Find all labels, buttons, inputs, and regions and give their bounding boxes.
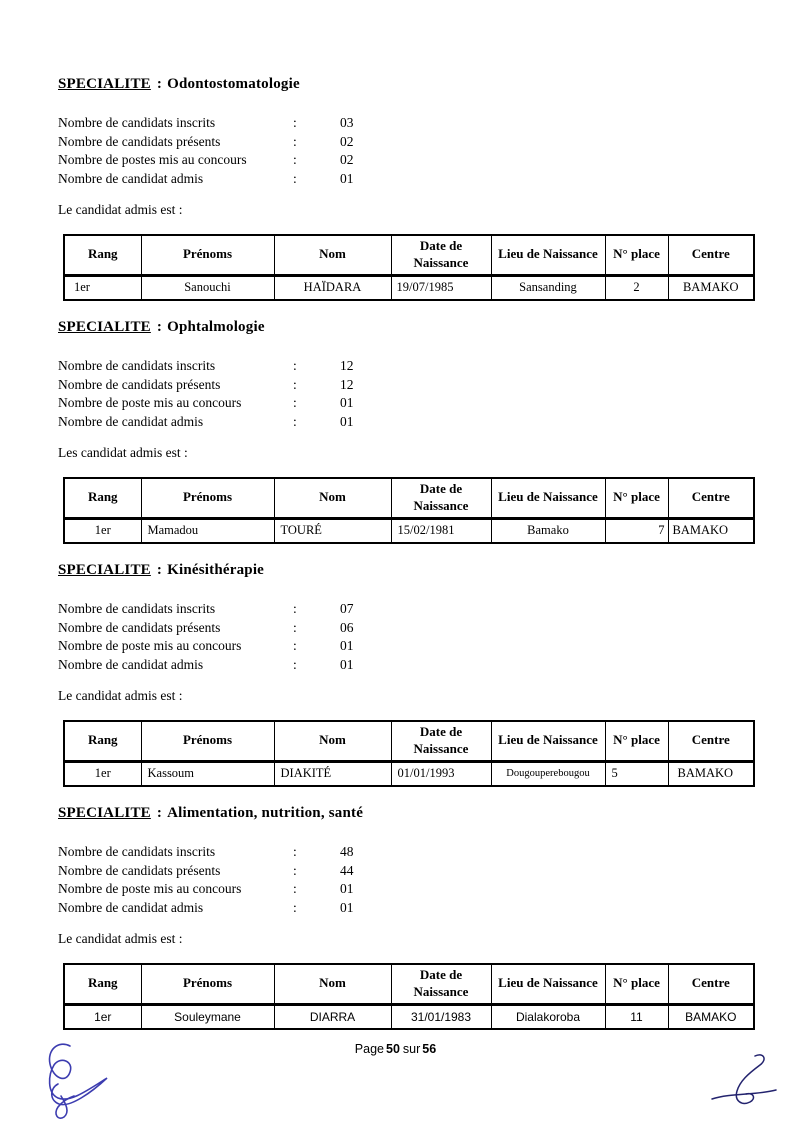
specialty-label: SPECIALITE	[58, 562, 151, 578]
column-header-nom: Nom	[274, 964, 391, 1004]
stat-colon: :	[293, 601, 297, 616]
results-table	[63, 720, 755, 787]
admitted-intro: Le candidat admis est :	[58, 202, 183, 217]
footer-total-pages: 56	[422, 1042, 437, 1056]
cell-date-naissance: 19/07/1985	[391, 275, 491, 300]
stat-line	[58, 376, 794, 395]
stat-label: Nombre de poste mis au concours	[58, 881, 242, 896]
stat-label: Nombre de candidats présents	[58, 862, 221, 878]
cell-date-naissance: 31/01/1983	[391, 1004, 491, 1029]
stat-value: 06	[340, 619, 354, 635]
table-row	[64, 275, 754, 300]
column-header-place: N° place	[605, 235, 668, 275]
specialty-name: Odontostomatologie	[167, 76, 300, 92]
heading-colon: :	[156, 319, 163, 335]
specialty-heading	[58, 562, 794, 579]
column-header-centre: Centre	[668, 235, 754, 275]
stat-label: Nombre de poste mis au concours	[58, 395, 242, 410]
admitted-intro: Le candidat admis est :	[58, 688, 183, 703]
cell-date-naissance: 01/01/1993	[391, 761, 491, 786]
column-header-rang: Rang	[64, 721, 141, 761]
stat-line	[58, 656, 794, 675]
column-header-date-naissance: Date de Naissance	[391, 235, 491, 275]
stats-block	[58, 600, 794, 674]
stat-value: 01	[340, 899, 354, 915]
column-header-place: N° place	[605, 721, 668, 761]
stat-label: Nombre de candidats inscrits	[58, 115, 216, 130]
stat-value: 12	[340, 376, 354, 392]
column-header-nom: Nom	[274, 721, 391, 761]
column-header-prenoms: Prénoms	[141, 235, 274, 275]
stat-line	[58, 600, 794, 619]
specialty-label: SPECIALITE	[58, 319, 151, 335]
stat-colon: :	[293, 844, 297, 859]
stat-label: Nombre de candidats inscrits	[58, 358, 216, 373]
footer-sur-word: sur	[402, 1042, 421, 1056]
stats-block	[58, 357, 794, 431]
cell-centre: BAMAKO	[668, 761, 754, 786]
column-header-date-naissance: Date de Naissance	[391, 721, 491, 761]
table-row	[64, 1004, 754, 1029]
stat-colon: :	[293, 376, 297, 392]
stat-value: 01	[340, 170, 354, 186]
cell-lieu-naissance: Bamako	[491, 518, 605, 543]
cell-rang: 1er	[64, 518, 141, 543]
cell-place: 7	[605, 518, 668, 543]
stat-line	[58, 357, 794, 376]
column-header-rang: Rang	[64, 964, 141, 1004]
results-table	[63, 963, 755, 1030]
specialty-heading	[58, 805, 794, 822]
cell-centre: BAMAKO	[668, 1004, 754, 1029]
column-header-nom: Nom	[274, 478, 391, 518]
column-header-nom: Nom	[274, 235, 391, 275]
cell-lieu-naissance: Dougouperebougou	[491, 761, 605, 786]
page-footer	[0, 1041, 794, 1057]
footer-page-word: Page	[354, 1042, 384, 1056]
cell-lieu-naissance: Dialakoroba	[491, 1004, 605, 1029]
specialty-label: SPECIALITE	[58, 805, 151, 821]
stat-colon: :	[293, 115, 297, 130]
column-header-prenoms: Prénoms	[141, 478, 274, 518]
column-header-rang: Rang	[64, 235, 141, 275]
stat-line	[58, 394, 794, 413]
stat-line	[58, 899, 794, 918]
stat-colon: :	[293, 152, 297, 167]
cell-rang: 1er	[64, 761, 141, 786]
stat-colon: :	[293, 133, 297, 149]
column-header-lieu-naissance: Lieu de Naissance	[491, 721, 605, 761]
results-table	[63, 234, 755, 301]
stat-colon: :	[293, 881, 297, 896]
cell-nom: DIARRA	[274, 1004, 391, 1029]
stats-block	[58, 843, 794, 917]
table-header-row	[64, 964, 754, 1004]
column-header-centre: Centre	[668, 964, 754, 1004]
stat-value: 48	[340, 844, 354, 859]
stat-line	[58, 619, 794, 638]
stat-label: Nombre de candidats inscrits	[58, 844, 216, 859]
stat-line	[58, 133, 794, 152]
table-header-row	[64, 235, 754, 275]
cell-centre: BAMAKO	[668, 275, 754, 300]
column-header-prenoms: Prénoms	[141, 721, 274, 761]
stat-line	[58, 151, 794, 170]
cell-prenoms: Kassoum	[141, 761, 274, 786]
specialty-name: Alimentation, nutrition, santé	[167, 805, 364, 821]
stat-colon: :	[293, 413, 297, 429]
stat-colon: :	[293, 899, 297, 915]
stat-label: Nombre de candidat admis	[58, 656, 204, 672]
stat-label: Nombre de poste mis au concours	[58, 638, 242, 653]
cell-nom: HAÏDARA	[274, 275, 391, 300]
stat-value: 07	[340, 601, 354, 616]
heading-colon: :	[156, 805, 163, 821]
cell-date-naissance: 15/02/1981	[391, 518, 491, 543]
specialty-name: Kinésithérapie	[167, 562, 265, 578]
column-header-prenoms: Prénoms	[141, 964, 274, 1004]
cell-place: 11	[605, 1004, 668, 1029]
table-header-row	[64, 478, 754, 518]
column-header-date-naissance: Date de Naissance	[391, 478, 491, 518]
stat-value: 03	[340, 115, 354, 130]
stat-value: 44	[340, 862, 354, 878]
admitted-intro: Le candidat admis est :	[58, 931, 183, 946]
stat-colon: :	[293, 862, 297, 878]
table-row	[64, 761, 754, 786]
column-header-place: N° place	[605, 478, 668, 518]
specialty-heading	[58, 76, 794, 93]
cell-lieu-naissance: Sansanding	[491, 275, 605, 300]
cell-place: 5	[605, 761, 668, 786]
table-header-row	[64, 721, 754, 761]
stat-value: 01	[340, 413, 354, 429]
stat-label: Nombre de candidats présents	[58, 619, 221, 635]
stats-block	[58, 114, 794, 188]
column-header-lieu-naissance: Lieu de Naissance	[491, 235, 605, 275]
stat-label: Nombre de candidat admis	[58, 170, 204, 186]
stat-label: Nombre de candidats présents	[58, 376, 221, 392]
stat-line	[58, 843, 794, 862]
handwritten-signature-right-icon	[700, 1050, 785, 1115]
cell-prenoms: Mamadou	[141, 518, 274, 543]
stat-line	[58, 880, 794, 899]
column-header-centre: Centre	[668, 721, 754, 761]
results-table	[63, 477, 755, 544]
stat-value: 01	[340, 638, 354, 653]
stat-line	[58, 637, 794, 656]
table-row	[64, 518, 754, 543]
stat-value: 02	[340, 133, 354, 149]
stat-label: Nombre de candidat admis	[58, 413, 204, 429]
cell-prenoms: Sanouchi	[141, 275, 274, 300]
column-header-place: N° place	[605, 964, 668, 1004]
column-header-lieu-naissance: Lieu de Naissance	[491, 964, 605, 1004]
stat-value: 01	[340, 395, 354, 410]
admitted-intro: Les candidat admis est :	[58, 445, 188, 460]
cell-rang: 1er	[64, 275, 141, 300]
column-header-rang: Rang	[64, 478, 141, 518]
cell-nom: TOURÉ	[274, 518, 391, 543]
cell-rang: 1er	[64, 1004, 141, 1029]
column-header-lieu-naissance: Lieu de Naissance	[491, 478, 605, 518]
stat-colon: :	[293, 656, 297, 672]
cell-prenoms: Souleymane	[141, 1004, 274, 1029]
cell-nom: DIAKITÉ	[274, 761, 391, 786]
stat-value: 12	[340, 358, 354, 373]
stat-line	[58, 413, 794, 432]
cell-centre: BAMAKO	[668, 518, 754, 543]
stat-colon: :	[293, 358, 297, 373]
specialty-heading	[58, 319, 794, 336]
footer-page-number: 50	[386, 1042, 400, 1056]
heading-colon: :	[156, 562, 163, 578]
stat-value: 02	[340, 152, 354, 167]
column-header-date-naissance: Date de Naissance	[391, 964, 491, 1004]
stat-line	[58, 862, 794, 881]
heading-colon: :	[156, 76, 163, 92]
stat-colon: :	[293, 619, 297, 635]
cell-place: 2	[605, 275, 668, 300]
stat-label: Nombre de candidat admis	[58, 899, 204, 915]
column-header-centre: Centre	[668, 478, 754, 518]
specialty-name: Ophtalmologie	[167, 319, 265, 335]
stat-line	[58, 170, 794, 189]
stat-colon: :	[293, 395, 297, 410]
stat-value: 01	[340, 656, 354, 672]
stat-colon: :	[293, 170, 297, 186]
stat-line	[58, 114, 794, 133]
stat-colon: :	[293, 638, 297, 653]
stat-value: 01	[340, 881, 354, 896]
stat-label: Nombre de postes mis au concours	[58, 152, 247, 167]
stat-label: Nombre de candidats inscrits	[58, 601, 216, 616]
stat-label: Nombre de candidats présents	[58, 133, 221, 149]
specialty-label: SPECIALITE	[58, 76, 151, 92]
